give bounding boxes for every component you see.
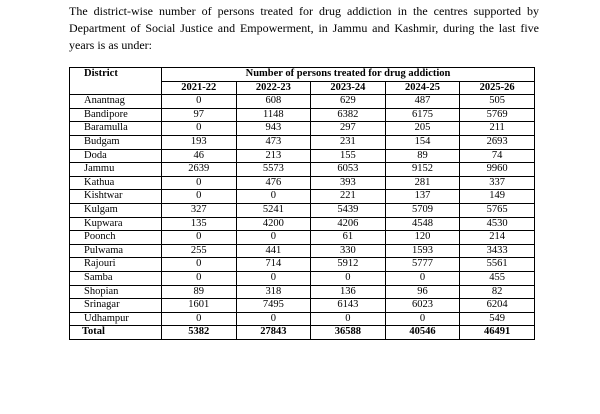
value-cell: 297: [311, 122, 386, 136]
value-cell: 549: [460, 312, 535, 326]
total-value-cell: 40546: [385, 326, 460, 340]
value-cell: 149: [460, 190, 535, 204]
value-cell: 9960: [460, 163, 535, 177]
value-cell: 0: [162, 122, 237, 136]
table-row: [70, 149, 535, 163]
value-cell: 120: [385, 231, 460, 245]
value-cell: 213: [236, 149, 311, 163]
table-row: [70, 299, 535, 313]
table-row: [70, 190, 535, 204]
value-cell: 4548: [385, 217, 460, 231]
value-cell: 89: [162, 285, 237, 299]
value-cell: 61: [311, 231, 386, 245]
value-cell: 943: [236, 122, 311, 136]
district-cell: Pulwama: [70, 244, 162, 258]
year-header: 2023-24: [311, 81, 386, 95]
value-cell: 6175: [385, 108, 460, 122]
table-row: [70, 285, 535, 299]
year-header: 2024-25: [385, 81, 460, 95]
table-row: [70, 231, 535, 245]
value-cell: 6023: [385, 299, 460, 313]
value-cell: 0: [162, 271, 237, 285]
district-cell: Kulgam: [70, 203, 162, 217]
value-cell: 7495: [236, 299, 311, 313]
value-cell: 5439: [311, 203, 386, 217]
district-cell: Poonch: [70, 231, 162, 245]
value-cell: 1148: [236, 108, 311, 122]
district-column-header: District: [70, 68, 162, 95]
value-cell: 6382: [311, 108, 386, 122]
value-cell: 441: [236, 244, 311, 258]
value-cell: 0: [236, 312, 311, 326]
value-cell: 608: [236, 95, 311, 109]
district-cell: Kathua: [70, 176, 162, 190]
district-cell: Rajouri: [70, 258, 162, 272]
value-cell: 629: [311, 95, 386, 109]
value-cell: 487: [385, 95, 460, 109]
table-row: [70, 203, 535, 217]
value-cell: 505: [460, 95, 535, 109]
value-cell: 205: [385, 122, 460, 136]
district-cell: Udhampur: [70, 312, 162, 326]
value-cell: 0: [162, 95, 237, 109]
value-cell: 135: [162, 217, 237, 231]
table-row: [70, 163, 535, 177]
value-cell: 255: [162, 244, 237, 258]
district-cell: Doda: [70, 149, 162, 163]
value-cell: 5765: [460, 203, 535, 217]
table-row: [70, 122, 535, 136]
value-cell: 318: [236, 285, 311, 299]
value-cell: 5912: [311, 258, 386, 272]
value-cell: 0: [385, 312, 460, 326]
value-cell: 4530: [460, 217, 535, 231]
value-cell: 473: [236, 135, 311, 149]
total-value-cell: 36588: [311, 326, 386, 340]
year-header: 2021-22: [162, 81, 237, 95]
intro-paragraph: The district-wise number of persons treated for drug addiction in the centres supported by Department of Social Justice and Empowerment, in Jammu and Kashmir, during the last five years is as under:: [69, 4, 539, 52]
total-value-cell: 46491: [460, 326, 535, 340]
value-cell: 1593: [385, 244, 460, 258]
year-header: 2025-26: [460, 81, 535, 95]
value-cell: 89: [385, 149, 460, 163]
value-cell: 0: [311, 312, 386, 326]
value-cell: 0: [311, 271, 386, 285]
table-row: [70, 108, 535, 122]
group-column-header: Number of persons treated for drug addiction: [162, 68, 535, 82]
value-cell: 193: [162, 135, 237, 149]
district-cell: Shopian: [70, 285, 162, 299]
value-cell: 74: [460, 149, 535, 163]
value-cell: 214: [460, 231, 535, 245]
value-cell: 4200: [236, 217, 311, 231]
value-cell: 5241: [236, 203, 311, 217]
value-cell: 2639: [162, 163, 237, 177]
total-label: Total: [70, 326, 162, 340]
value-cell: 6204: [460, 299, 535, 313]
value-cell: 4206: [311, 217, 386, 231]
value-cell: 211: [460, 122, 535, 136]
value-cell: 5573: [236, 163, 311, 177]
total-value-cell: 27843: [236, 326, 311, 340]
district-cell: Anantnag: [70, 95, 162, 109]
value-cell: 2693: [460, 135, 535, 149]
district-cell: Bandipore: [70, 108, 162, 122]
value-cell: 231: [311, 135, 386, 149]
value-cell: 393: [311, 176, 386, 190]
value-cell: 1601: [162, 299, 237, 313]
header-row-group: [70, 68, 535, 82]
table-row: [70, 135, 535, 149]
value-cell: 0: [236, 190, 311, 204]
value-cell: 455: [460, 271, 535, 285]
table-row: [70, 258, 535, 272]
value-cell: 0: [162, 258, 237, 272]
value-cell: 46: [162, 149, 237, 163]
value-cell: 3433: [460, 244, 535, 258]
total-row: [70, 326, 535, 340]
value-cell: 0: [162, 190, 237, 204]
value-cell: 5709: [385, 203, 460, 217]
value-cell: 0: [162, 176, 237, 190]
table-row: [70, 312, 535, 326]
table-body: [70, 95, 535, 340]
value-cell: 97: [162, 108, 237, 122]
value-cell: 0: [162, 312, 237, 326]
drug-treatment-table: [69, 67, 535, 340]
table-row: [70, 271, 535, 285]
table-row: [70, 244, 535, 258]
value-cell: 136: [311, 285, 386, 299]
district-cell: Kishtwar: [70, 190, 162, 204]
table-row: [70, 95, 535, 109]
value-cell: 5769: [460, 108, 535, 122]
value-cell: 5561: [460, 258, 535, 272]
year-header: 2022-23: [236, 81, 311, 95]
value-cell: 9152: [385, 163, 460, 177]
value-cell: 96: [385, 285, 460, 299]
value-cell: 0: [162, 231, 237, 245]
value-cell: 6143: [311, 299, 386, 313]
value-cell: 281: [385, 176, 460, 190]
district-cell: Samba: [70, 271, 162, 285]
table-row: [70, 176, 535, 190]
table-row: [70, 217, 535, 231]
district-cell: Kupwara: [70, 217, 162, 231]
district-cell: Srinagar: [70, 299, 162, 313]
value-cell: 476: [236, 176, 311, 190]
value-cell: 5777: [385, 258, 460, 272]
total-value-cell: 5382: [162, 326, 237, 340]
value-cell: 337: [460, 176, 535, 190]
value-cell: 0: [236, 231, 311, 245]
district-cell: Budgam: [70, 135, 162, 149]
value-cell: 330: [311, 244, 386, 258]
district-cell: Baramulla: [70, 122, 162, 136]
value-cell: 221: [311, 190, 386, 204]
value-cell: 155: [311, 149, 386, 163]
value-cell: 137: [385, 190, 460, 204]
district-cell: Jammu: [70, 163, 162, 177]
value-cell: 6053: [311, 163, 386, 177]
value-cell: 0: [385, 271, 460, 285]
value-cell: 327: [162, 203, 237, 217]
value-cell: 82: [460, 285, 535, 299]
value-cell: 714: [236, 258, 311, 272]
value-cell: 154: [385, 135, 460, 149]
value-cell: 0: [236, 271, 311, 285]
